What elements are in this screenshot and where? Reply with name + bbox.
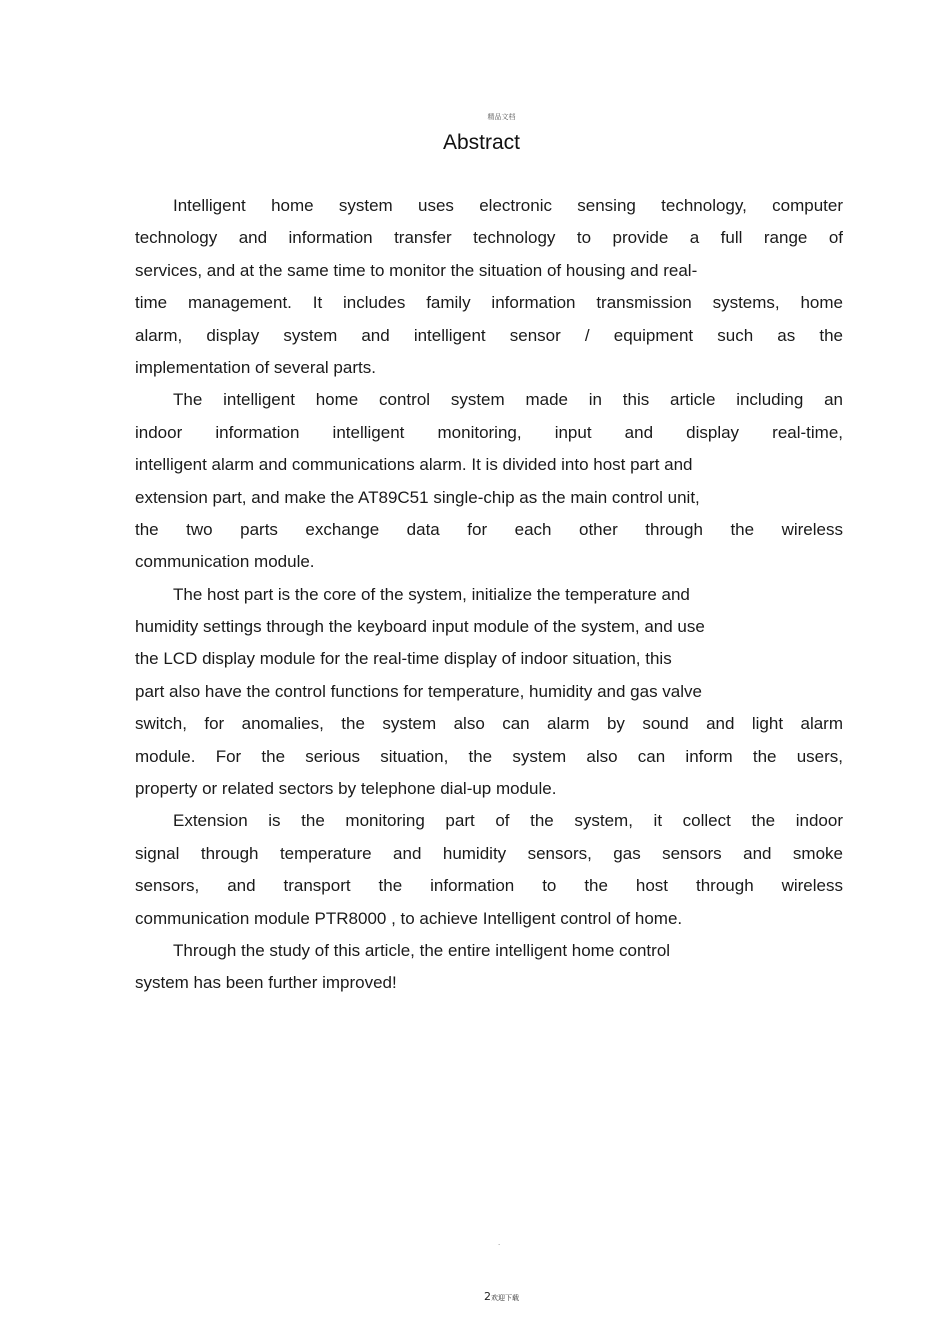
- text-line: extension part, and make the AT89C51 single-chip as the main control unit,: [135, 487, 700, 507]
- text-line: intelligent alarm and communications alarm. It is divided into host part and: [135, 455, 693, 475]
- text-line: part also have the control functions for temperature, humidity and gas valve: [135, 681, 702, 701]
- header-watermark: 精品文档: [487, 113, 516, 121]
- text-line: property or related sectors by telephone dial-up module.: [135, 779, 557, 799]
- text-line: implementation of several parts.: [135, 357, 376, 377]
- text-line: communication module.: [135, 552, 315, 572]
- text-line: technology and information transfer technology to provide a full range of: [135, 228, 843, 248]
- page-title: Abstract: [442, 131, 521, 154]
- text-line: time management. It includes family information transmission systems, home: [135, 293, 843, 313]
- text-line: communication module PTR8000 , to achieve Intelligent control of home.: [135, 908, 683, 928]
- footer-note: 欢迎下载: [491, 1294, 519, 1302]
- text-line: indoor information intelligent monitoring, input and display real-time,: [135, 422, 843, 442]
- page-number: 2: [484, 1290, 491, 1303]
- page-footer: [484, 1290, 519, 1303]
- text-line: Intelligent home system uses electronic sensing technology, computer: [173, 196, 843, 215]
- text-line: services, and at the same time to monitor the situation of housing and real-: [135, 260, 698, 280]
- text-line: switch, for anomalies, the system also can alarm by sound and light alarm: [135, 714, 843, 734]
- abstract-body: [135, 190, 843, 1000]
- footer-dot: .: [498, 1238, 501, 1247]
- text-line: the LCD display module for the real-time display of indoor situation, this: [135, 649, 672, 669]
- text-line: humidity settings through the keyboard input module of the system, and use: [135, 617, 705, 637]
- text-line: signal through temperature and humidity sensors, gas sensors and smoke: [135, 843, 843, 863]
- text-line: Extension is the monitoring part of the system, it collect the indoor: [173, 811, 843, 831]
- text-line: module. For the serious situation, the system also can inform the users,: [135, 746, 843, 766]
- text-line: system has been further improved!: [135, 973, 397, 993]
- text-line: the two parts exchange data for each other through the wireless: [135, 519, 843, 539]
- text-line: The host part is the core of the system, initialize the temperature and: [173, 584, 690, 604]
- text-line: sensors, and transport the information to the host through wireless: [135, 876, 843, 896]
- text-line: Through the study of this article, the entire intelligent home control: [173, 940, 671, 960]
- text-line: The intelligent home control system made in this article including an: [173, 390, 843, 410]
- text-line: alarm, display system and intelligent sensor / equipment such as the: [135, 325, 843, 345]
